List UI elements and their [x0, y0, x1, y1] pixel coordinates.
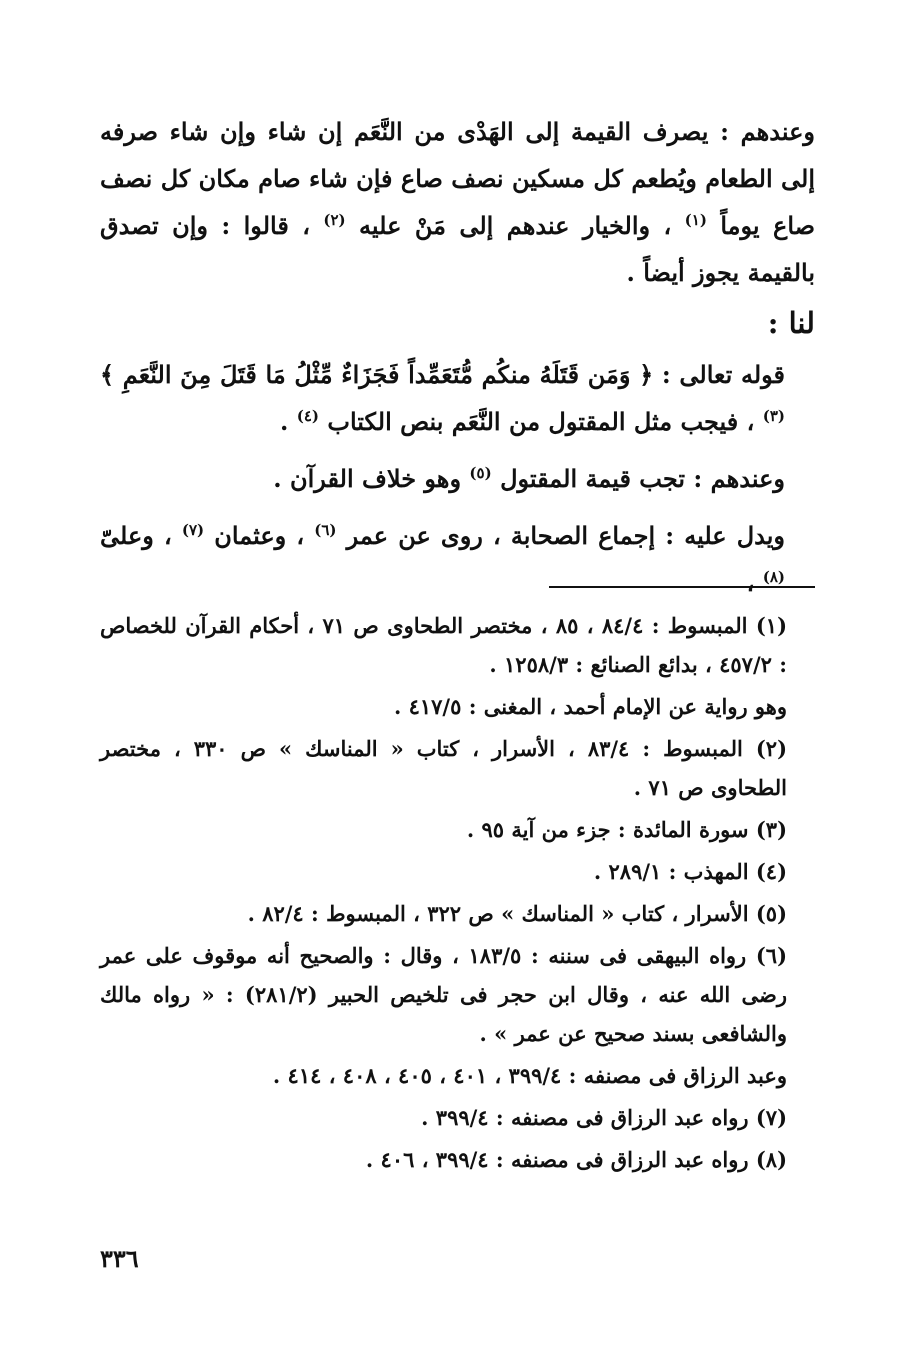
- footnote-ref: (٤): [296, 407, 320, 425]
- footnote-1: (١) المبسوط : ٨٤/٤ ، ٨٥ ، مختصر الطحاوى ص ٧١ ، أحكام القرآن للخصاص : ٤٥٧/٢ ، بدائع الصنائع : ١٢٥٨/٣ .: [100, 613, 788, 677]
- footnote-7: (٧) رواه عبد الرزاق فى مصنفه : ٣٩٩/٤ .: [421, 1105, 787, 1130]
- footnote-6: (٦) رواه البيهقى فى سننه : ١٨٣/٥ ، وقال : والصحيح أنه موقوف على عمر رضى الله عنه ، وقال ابن حجر فى تلخيص الحبير (٢٨١/٢) : « رواه مالك والشافعى بسند صحيح عن عمر » .: [100, 943, 787, 1046]
- footnote-1-continued: وهو رواية عن الإمام أحمد ، المغنى : ٤١٧/٥ .: [393, 694, 787, 719]
- section-heading: لنا :: [767, 306, 815, 340]
- footnote-2: (٢) المبسوط : ٨٣/٤ ، الأسرار ، كتاب « المناسك » ص ٣٣٠ ، مختصر الطحاوى ص ٧١ .: [100, 736, 787, 800]
- footnote-ref: (٣): [762, 407, 785, 425]
- footnote-8: (٨) رواه عبد الرزاق فى مصنفه : ٣٩٩/٤ ، ٤٠٦ .: [365, 1147, 787, 1172]
- footnote-ref: (٨): [762, 568, 785, 586]
- main-text: [100, 108, 815, 606]
- page-number: ٣٣٦: [100, 1244, 139, 1273]
- footnote-ref: (٧): [181, 521, 205, 539]
- paragraph-opponents-view: وعندهم : يصرف القيمة إلى الهَدْى من النَّعَم إن شاء وإن شاء صرفه إلى الطعام ويُطعم كل مسكين نصف صاع فإن شاء صام مكان كل نصف صاع يوماً $^{(١)}$ ، والخيار عندهم إلى مَنْ عليه $^{(٢)}$ ، قالوا : وإن تصدق بالقيمة يجوز أيضاً .: [100, 117, 816, 287]
- footnote-3: (٣) سورة المائدة : جزء من آية ٩٥ .: [466, 817, 787, 842]
- footnote-ref: (٦): [314, 521, 337, 539]
- footnote-6-continued: وعبد الرزاق فى مصنفه : ٣٩٩/٤ ، ٤٠١ ، ٤٠٥ ، ٤٠٨ ، ٤١٤ .: [272, 1063, 787, 1088]
- paragraph-quran-evidence: قوله تعالى : ﴿ وَمَن قَتَلَهُ منكُم مُّتَعَمِّداً فَجَزَاءٌ مِّثْلُ مَا قَتَلَ مِنَ النَّعَمِ ﴾ $^{(٣)}$ ، فيجب مثل المقتول من النَّعَم بنص الكتاب $^{(٤)}$ .: [100, 360, 785, 436]
- paragraph-opponents-value: وعندهم : تجب قيمة المقتول $^{(٥)}$ وهو خلاف القرآن .: [273, 464, 785, 493]
- footnotes: [100, 606, 815, 1182]
- paragraph-consensus: ويدل عليه : إجماع الصحابة ، روى عن عمر $^{(٦)}$ ، وعثمان $^{(٧)}$ ، وعلىّ $^{(٨)}$ ،: [100, 521, 786, 597]
- footnote-ref: (١): [684, 211, 707, 229]
- footnote-divider: [549, 586, 815, 588]
- footnote-4: (٤) المهذب : ٢٨٩/١ .: [593, 859, 787, 884]
- footnote-ref: (٢): [323, 211, 346, 229]
- footnote-5: (٥) الأسرار ، كتاب « المناسك » ص ٣٢٢ ، المبسوط : ٨٢/٤ .: [247, 901, 787, 926]
- footnote-ref: (٥): [469, 464, 492, 482]
